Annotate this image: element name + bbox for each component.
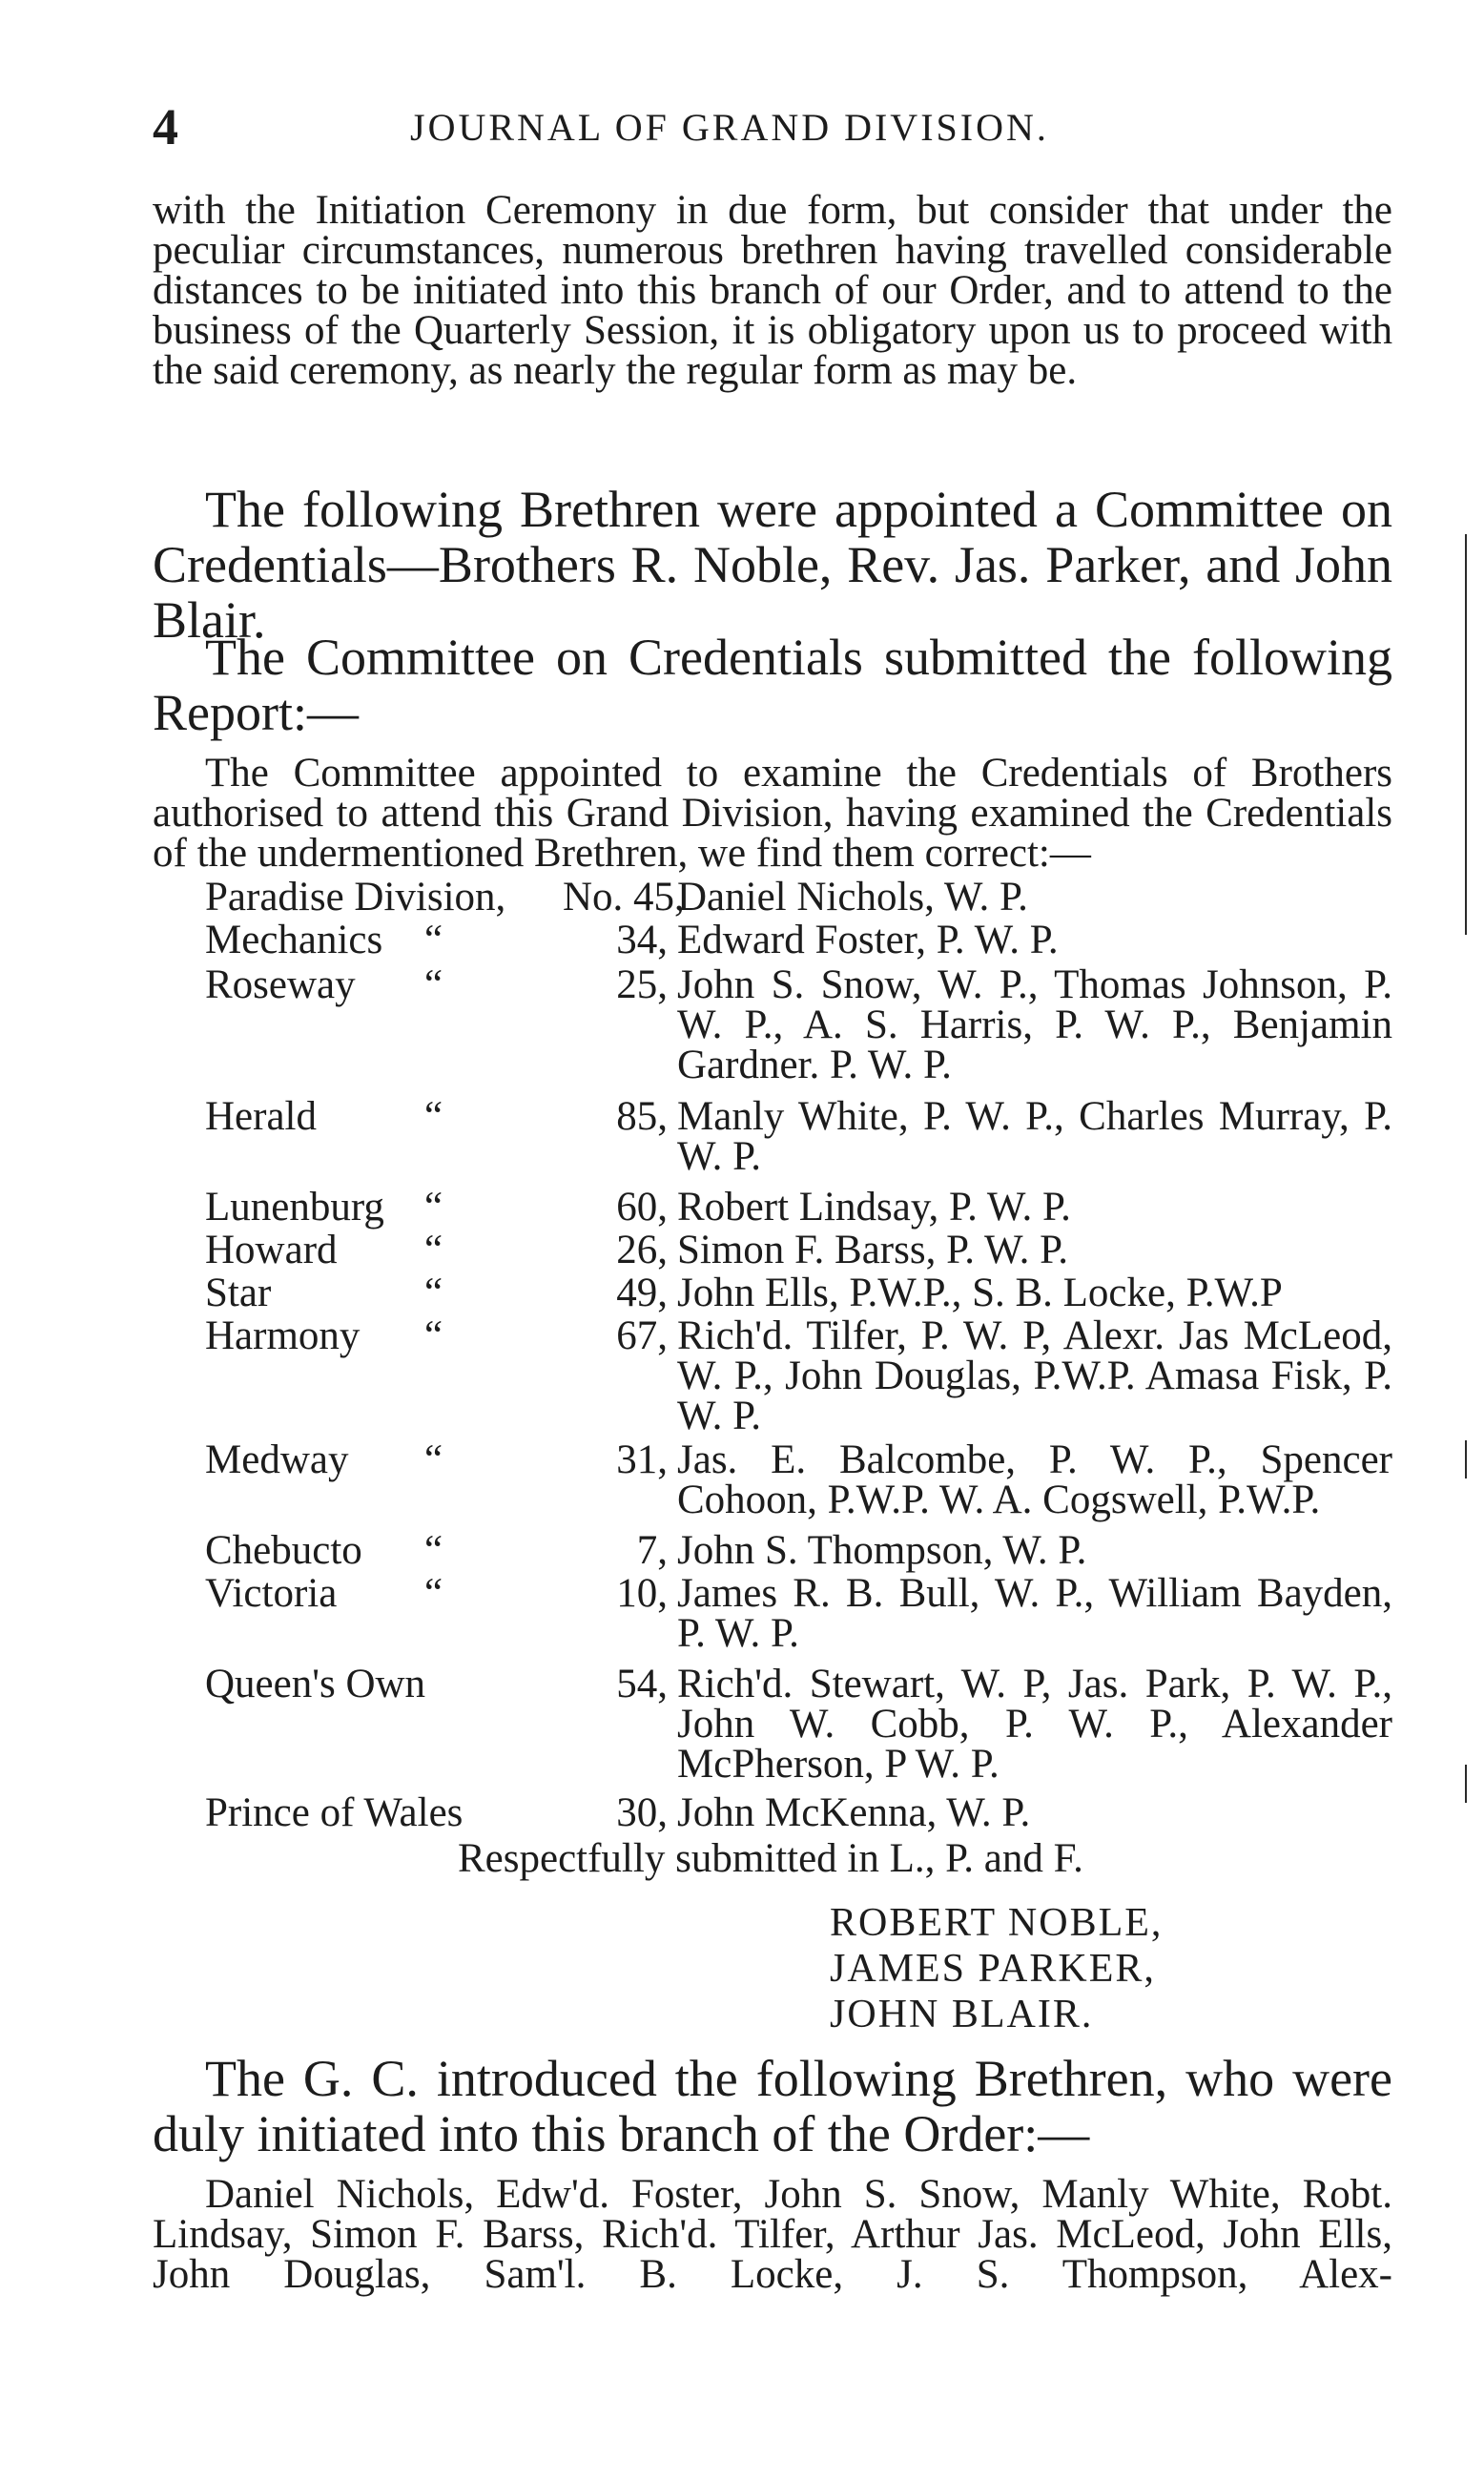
division-number: 54,: [616, 1662, 668, 1706]
division-officers: Daniel Nichols, W. P.: [677, 875, 1028, 920]
division-number: 49,: [616, 1271, 668, 1315]
division-name: Chebucto: [205, 1528, 362, 1573]
division-name: Prince of Wales: [205, 1790, 464, 1835]
page-number: 4: [153, 98, 178, 155]
division-officers: John S. Snow, W. P., Thomas Johnson, P. W. P., A. S. Harris, P. W. P., Benjamin Gardner. P. W. P.: [677, 962, 1392, 1087]
division-name: Herald: [205, 1094, 317, 1139]
division-number: 10,: [616, 1571, 668, 1616]
division-officers: Edward Foster, P. W. P.: [677, 918, 1059, 962]
margin-rule: [1465, 1765, 1467, 1803]
ditto-mark: “: [424, 1313, 443, 1358]
division-number: 31,: [616, 1437, 668, 1482]
division-name: Mechanics: [205, 918, 383, 962]
division-number: 60,: [616, 1185, 668, 1230]
ditto-mark: “: [424, 1185, 443, 1230]
ditto-mark: “: [424, 1528, 443, 1573]
division-officers: Jas. E. Balcombe, P. W. P., Spencer Cohoon, P.W.P. W. A. Cogswell, P.W.P.: [677, 1437, 1392, 1522]
ditto-mark: “: [424, 1437, 443, 1482]
division-name: Medway: [205, 1437, 349, 1482]
committee-paragraph: The following Brethren were appointed a Committee on Credentials—Brothers R. Noble, Rev. Jas. Parker, and John Blair.: [153, 481, 1392, 649]
division-officers: Manly White, P. W. P., Charles Murray, P. W. P.: [677, 1094, 1392, 1179]
division-officers: Robert Lindsay, P. W. P.: [677, 1185, 1071, 1230]
division-number: 30,: [616, 1790, 668, 1835]
signer-name: JAMES PARKER,: [830, 1947, 1156, 1991]
division-name: Victoria: [205, 1571, 338, 1616]
division-officers: Rich'd. Tilfer, P. W. P, Alexr. Jas McLeod, W. P., John Douglas, P.W.P. Amasa Fisk, P. W. P.: [677, 1313, 1392, 1438]
division-name: Star: [205, 1271, 272, 1315]
division-name: Harmony: [205, 1313, 361, 1358]
division-number: No. 45,: [563, 875, 685, 920]
division-officers: John S. Thompson, W. P.: [677, 1528, 1087, 1573]
ditto-mark: “: [424, 1571, 443, 1616]
division-officers: John Ells, P.W.P., S. B. Locke, P.W.P: [677, 1271, 1283, 1315]
division-name: Roseway: [205, 962, 356, 1007]
ditto-mark: “: [424, 1271, 443, 1315]
ditto-mark: “: [424, 918, 443, 962]
page-header: [153, 97, 1392, 155]
division-officers: James R. B. Bull, W. P., William Bayden, P. W. P.: [677, 1571, 1392, 1656]
signer-name: JOHN BLAIR.: [830, 1993, 1094, 2036]
ditto-mark: “: [424, 962, 443, 1007]
division-name: Paradise Division,: [205, 875, 506, 920]
report-body-paragraph: The Committee appointed to examine the Credentials of Brothers authorised to attend this Grand Division, having examined the Credentials of the undermentioned Brethren, we find them correct:—: [153, 751, 1392, 876]
division-number: 34,: [616, 918, 668, 962]
initiated-brethren-list: Daniel Nichols, Edw'd. Foster, John S. Snow, Manly White, Robt. Lindsay, Simon F. Barss, Rich'd. Tilfer, Arthur Jas. McLeod, John Ells, John Douglas, Sam'l. B. Locke, J. S. Thompson, Alex-: [153, 2172, 1392, 2297]
signoff-line: Respectfully submitted in L., P. and F.: [458, 1836, 1083, 1881]
division-officers: Rich'd. Stewart, W. P, Jas. Park, P. W. P., John W. Cobb, P. W. P., Alexander McPherson, P W. P.: [677, 1662, 1392, 1787]
division-name: Lunenburg: [205, 1185, 384, 1230]
running-title: JOURNAL OF GRAND DIVISION.: [410, 106, 1049, 149]
margin-rule: [1465, 534, 1467, 935]
division-number: 7,: [636, 1528, 668, 1573]
division-number: 85,: [616, 1094, 668, 1139]
division-number: 67,: [616, 1313, 668, 1358]
division-name: Howard: [205, 1228, 338, 1272]
division-number: 25,: [616, 962, 668, 1007]
ditto-mark: “: [424, 1228, 443, 1272]
ditto-mark: “: [424, 1094, 443, 1139]
introduction-paragraph: The G. C. introduced the following Brethren, who were duly initiated into this branch of the Order:—: [153, 2050, 1392, 2162]
margin-rule: [1465, 1440, 1467, 1478]
division-name: Queen's Own: [205, 1662, 426, 1706]
division-officers: John McKenna, W. P.: [677, 1790, 1031, 1835]
division-officers: Simon F. Barss, P. W. P.: [677, 1228, 1068, 1272]
report-intro-paragraph: The Committee on Credentials submitted the following Report:—: [153, 629, 1392, 741]
opening-paragraph: with the Initiation Ceremony in due form, but consider that under the peculiar circumstances, numerous brethren having travelled considerable distances to be initiated into this branch of our Order, and to attend to the business of the Quarterly Session, it is obligatory upon us to proceed with the said ceremony, as nearly the regular form as may be.: [153, 188, 1392, 393]
division-number: 26,: [616, 1228, 668, 1272]
signer-name: ROBERT NOBLE,: [830, 1901, 1164, 1945]
